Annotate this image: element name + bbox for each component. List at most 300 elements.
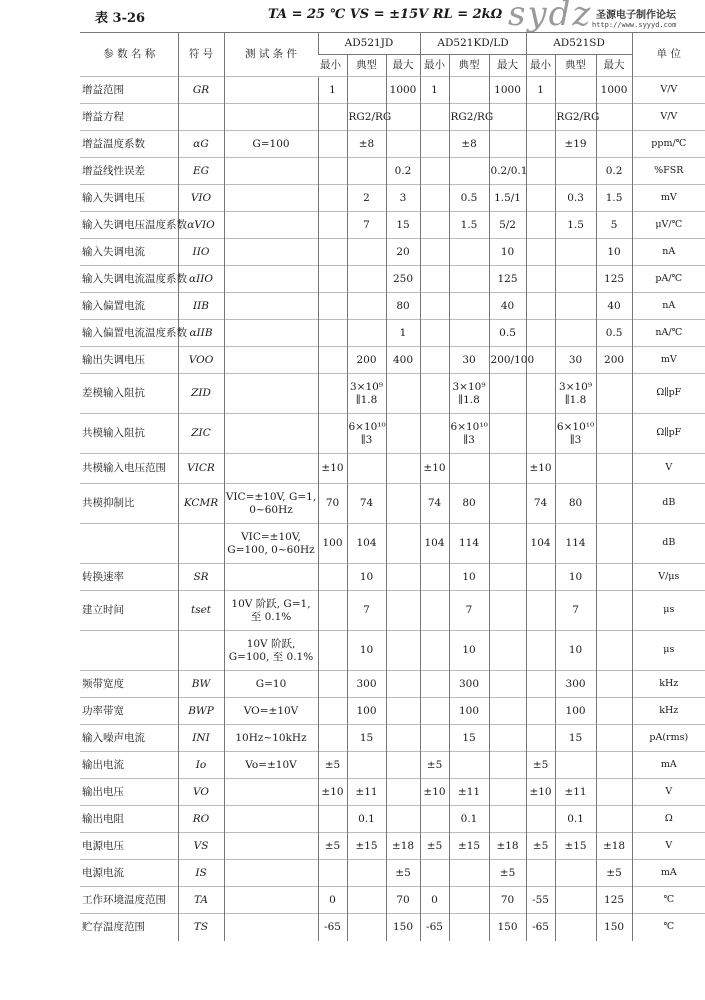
param-symbol: tset <box>178 591 224 631</box>
value-min <box>420 564 449 591</box>
table-row <box>80 77 705 104</box>
value-min <box>526 671 555 698</box>
param-unit: ℃ <box>632 887 705 914</box>
value-typ: ±11 <box>347 779 386 806</box>
value-min: ±10 <box>526 454 555 484</box>
value-max: 5/2 <box>489 212 526 239</box>
value-min <box>526 806 555 833</box>
value-min <box>318 320 347 347</box>
value-min <box>526 266 555 293</box>
test-condition: VIC=±10V, G=1, 0~60Hz <box>224 484 318 524</box>
value-typ: 3×10⁹ ∥1.8 <box>555 374 596 414</box>
value-max <box>596 698 632 725</box>
param-symbol: ZIC <box>178 414 224 454</box>
value-max <box>596 131 632 158</box>
param-unit: kHz <box>632 698 705 725</box>
param-symbol: αIIB <box>178 320 224 347</box>
table-row <box>80 887 705 914</box>
value-typ: 15 <box>449 725 489 752</box>
value-min <box>420 131 449 158</box>
value-min: 1 <box>318 77 347 104</box>
value-typ: 200 <box>347 347 386 374</box>
value-min: 0 <box>318 887 347 914</box>
test-condition <box>224 806 318 833</box>
value-typ: 1.5 <box>555 212 596 239</box>
param-unit: nA <box>632 239 705 266</box>
value-max <box>596 454 632 484</box>
header-min: 最小 <box>526 55 555 77</box>
value-typ <box>449 77 489 104</box>
value-max: ±18 <box>386 833 420 860</box>
value-min <box>318 860 347 887</box>
header-model-1: AD521JD <box>318 33 420 55</box>
param-name: 增益线性误差 <box>80 158 178 185</box>
value-max: 1.5/1 <box>489 185 526 212</box>
value-typ: ±11 <box>449 779 489 806</box>
table-row <box>80 454 705 484</box>
value-max: ±5 <box>489 860 526 887</box>
spec-rows <box>80 77 705 941</box>
value-max: 40 <box>489 293 526 320</box>
value-max <box>489 591 526 631</box>
param-name: 增益范围 <box>80 77 178 104</box>
value-typ: RG2/RG <box>449 104 489 131</box>
value-max: 3 <box>386 185 420 212</box>
value-typ: 10 <box>555 564 596 591</box>
page-header <box>0 0 705 32</box>
param-name: 输入偏置电流 <box>80 293 178 320</box>
watermark-name: 圣源电子制作论坛 <box>596 10 676 21</box>
value-typ: 10 <box>347 564 386 591</box>
value-min: ±5 <box>420 833 449 860</box>
test-condition <box>224 77 318 104</box>
test-condition: 10V 阶跃, G=1, 至 0.1% <box>224 591 318 631</box>
value-min <box>420 104 449 131</box>
param-symbol: KCMR <box>178 484 224 524</box>
value-max <box>489 414 526 454</box>
value-typ <box>449 158 489 185</box>
table-row <box>80 806 705 833</box>
value-typ: ±19 <box>555 131 596 158</box>
param-unit: Ω∥pF <box>632 414 705 454</box>
value-min <box>420 725 449 752</box>
value-typ <box>347 887 386 914</box>
value-typ <box>555 158 596 185</box>
value-min <box>420 239 449 266</box>
table-row <box>80 591 705 631</box>
param-symbol: EG <box>178 158 224 185</box>
value-max <box>386 484 420 524</box>
value-max: ±18 <box>489 833 526 860</box>
value-min <box>420 671 449 698</box>
value-max <box>489 698 526 725</box>
value-max <box>489 374 526 414</box>
param-unit: V/μs <box>632 564 705 591</box>
value-min <box>420 806 449 833</box>
value-typ: ±8 <box>449 131 489 158</box>
test-condition: Vo=±10V <box>224 752 318 779</box>
watermark <box>508 0 705 34</box>
header-typ: 典型 <box>347 55 386 77</box>
value-max <box>489 752 526 779</box>
value-typ: 0.1 <box>347 806 386 833</box>
value-max <box>386 104 420 131</box>
value-min <box>318 698 347 725</box>
value-max: 15 <box>386 212 420 239</box>
value-max <box>386 564 420 591</box>
table-row <box>80 752 705 779</box>
value-max: 400 <box>386 347 420 374</box>
value-max: 1000 <box>596 77 632 104</box>
value-typ <box>449 320 489 347</box>
value-max <box>596 779 632 806</box>
value-min <box>526 104 555 131</box>
param-unit: V <box>632 454 705 484</box>
param-symbol: αG <box>178 131 224 158</box>
value-min: -65 <box>420 914 449 941</box>
value-min <box>526 185 555 212</box>
value-min <box>420 591 449 631</box>
value-typ <box>347 158 386 185</box>
value-min: 1 <box>420 77 449 104</box>
value-max: 150 <box>489 914 526 941</box>
test-condition <box>224 454 318 484</box>
value-max: 1000 <box>489 77 526 104</box>
value-typ: 15 <box>555 725 596 752</box>
value-typ <box>347 293 386 320</box>
param-name: 共模抑制比 <box>80 484 178 524</box>
param-symbol: IIO <box>178 239 224 266</box>
param-name <box>80 631 178 671</box>
value-min <box>420 158 449 185</box>
param-name: 输入偏置电流温度系数 <box>80 320 178 347</box>
header-param: 参 数 名 称 <box>80 33 178 77</box>
value-max: 1.5 <box>596 185 632 212</box>
value-max: 0.2/0.1 <box>489 158 526 185</box>
value-max <box>489 779 526 806</box>
param-name: 输出失调电压 <box>80 347 178 374</box>
value-typ <box>347 320 386 347</box>
param-unit: nA <box>632 293 705 320</box>
table-row <box>80 698 705 725</box>
value-max: 200 <box>596 347 632 374</box>
value-max: 20 <box>386 239 420 266</box>
param-unit: dB <box>632 484 705 524</box>
value-typ: 10 <box>449 631 489 671</box>
value-max <box>489 725 526 752</box>
value-min <box>318 374 347 414</box>
param-symbol: ZID <box>178 374 224 414</box>
table-row <box>80 239 705 266</box>
param-symbol: BWP <box>178 698 224 725</box>
param-name: 输出电阻 <box>80 806 178 833</box>
param-name: 功率带宽 <box>80 698 178 725</box>
value-max <box>386 454 420 484</box>
value-max: 200/100 <box>489 347 526 374</box>
value-typ: 300 <box>347 671 386 698</box>
value-min <box>318 104 347 131</box>
test-condition <box>224 104 318 131</box>
value-typ: ±8 <box>347 131 386 158</box>
param-name: 转换速率 <box>80 564 178 591</box>
test-condition <box>224 185 318 212</box>
value-max <box>386 374 420 414</box>
table-row <box>80 104 705 131</box>
value-typ: 0.5 <box>449 185 489 212</box>
value-max <box>596 591 632 631</box>
test-condition <box>224 212 318 239</box>
value-max <box>489 454 526 484</box>
value-min <box>526 239 555 266</box>
param-name: 差模输入阻抗 <box>80 374 178 414</box>
header-min: 最小 <box>318 55 347 77</box>
value-typ <box>555 266 596 293</box>
value-typ <box>555 320 596 347</box>
value-max <box>386 698 420 725</box>
param-symbol: VOO <box>178 347 224 374</box>
table-number: 表 3-26 <box>95 11 146 26</box>
value-max <box>386 725 420 752</box>
param-symbol: VIO <box>178 185 224 212</box>
value-min <box>526 320 555 347</box>
value-max <box>386 671 420 698</box>
value-typ: 100 <box>555 698 596 725</box>
value-min: ±5 <box>318 752 347 779</box>
value-typ: 80 <box>555 484 596 524</box>
value-min: 104 <box>526 524 555 564</box>
table-row <box>80 185 705 212</box>
value-typ: 30 <box>555 347 596 374</box>
value-typ <box>449 914 489 941</box>
param-unit: μs <box>632 591 705 631</box>
value-min: 1 <box>526 77 555 104</box>
value-typ <box>555 914 596 941</box>
header-unit: 单 位 <box>632 33 705 77</box>
param-name: 输出电压 <box>80 779 178 806</box>
param-symbol: IS <box>178 860 224 887</box>
value-typ <box>449 266 489 293</box>
value-min <box>318 806 347 833</box>
value-max: ±5 <box>596 860 632 887</box>
param-name: 电源电流 <box>80 860 178 887</box>
param-name <box>80 524 178 564</box>
param-symbol: VICR <box>178 454 224 484</box>
value-typ <box>347 454 386 484</box>
value-typ: ±15 <box>555 833 596 860</box>
value-max <box>386 131 420 158</box>
watermark-url[interactable]: http://www.syyyd.com <box>592 21 677 29</box>
value-min <box>420 631 449 671</box>
value-min <box>526 860 555 887</box>
value-typ: RG2/RG <box>347 104 386 131</box>
value-max: 1000 <box>386 77 420 104</box>
value-max <box>489 631 526 671</box>
value-typ: 300 <box>449 671 489 698</box>
test-condition <box>224 914 318 941</box>
value-typ: 10 <box>449 564 489 591</box>
value-max <box>596 752 632 779</box>
test-condition <box>224 347 318 374</box>
table-row <box>80 266 705 293</box>
table-row <box>80 293 705 320</box>
value-max: 10 <box>489 239 526 266</box>
value-typ: ±15 <box>449 833 489 860</box>
value-min <box>318 131 347 158</box>
test-condition <box>224 374 318 414</box>
param-name: 频带宽度 <box>80 671 178 698</box>
test-condition: 10Hz~10kHz <box>224 725 318 752</box>
header-test: 测 试 条 件 <box>224 33 318 77</box>
test-condition <box>224 239 318 266</box>
value-min <box>318 266 347 293</box>
param-symbol <box>178 524 224 564</box>
value-max: 5 <box>596 212 632 239</box>
param-symbol: IIB <box>178 293 224 320</box>
value-typ <box>555 239 596 266</box>
value-typ: 114 <box>555 524 596 564</box>
table-row <box>80 833 705 860</box>
table-row <box>80 725 705 752</box>
table-row <box>80 131 705 158</box>
value-max: 1 <box>386 320 420 347</box>
value-max <box>386 752 420 779</box>
header-model-3: AD521SD <box>526 33 632 55</box>
value-max: 125 <box>596 887 632 914</box>
value-typ: 3×10⁹ ∥1.8 <box>347 374 386 414</box>
value-typ: 10 <box>347 631 386 671</box>
value-typ: 80 <box>449 484 489 524</box>
value-max <box>596 524 632 564</box>
value-typ: 104 <box>347 524 386 564</box>
value-typ <box>347 266 386 293</box>
value-typ: 3×10⁹ ∥1.8 <box>449 374 489 414</box>
value-min <box>318 239 347 266</box>
value-max: 40 <box>596 293 632 320</box>
test-condition: 10V 阶跃, G=100, 至 0.1% <box>224 631 318 671</box>
value-typ <box>449 860 489 887</box>
header-max: 最大 <box>386 55 420 77</box>
param-unit: mA <box>632 860 705 887</box>
value-typ: 7 <box>347 212 386 239</box>
value-max: 70 <box>386 887 420 914</box>
value-typ: 6×10¹⁰ ∥3 <box>347 414 386 454</box>
value-max: 70 <box>489 887 526 914</box>
value-min: -55 <box>526 887 555 914</box>
value-max <box>489 524 526 564</box>
param-name: 建立时间 <box>80 591 178 631</box>
value-typ <box>555 860 596 887</box>
value-min <box>526 414 555 454</box>
param-unit: nA/℃ <box>632 320 705 347</box>
value-typ: ±15 <box>347 833 386 860</box>
param-unit: kHz <box>632 671 705 698</box>
value-typ: ±11 <box>555 779 596 806</box>
value-typ: 0.1 <box>555 806 596 833</box>
param-unit: pA/℃ <box>632 266 705 293</box>
value-min <box>318 212 347 239</box>
param-symbol <box>178 631 224 671</box>
value-min <box>526 293 555 320</box>
value-typ <box>449 454 489 484</box>
value-max: 80 <box>386 293 420 320</box>
param-unit: V <box>632 833 705 860</box>
value-min <box>318 293 347 320</box>
param-name: 输入噪声电流 <box>80 725 178 752</box>
value-max <box>596 564 632 591</box>
value-max <box>596 414 632 454</box>
test-condition: G=10 <box>224 671 318 698</box>
value-min <box>318 564 347 591</box>
value-min: ±10 <box>420 454 449 484</box>
value-min <box>420 320 449 347</box>
param-name: 输入失调电压 <box>80 185 178 212</box>
param-name: 增益方程 <box>80 104 178 131</box>
value-typ: 7 <box>555 591 596 631</box>
value-max <box>386 806 420 833</box>
value-min <box>420 347 449 374</box>
value-max <box>489 564 526 591</box>
param-unit: Ω∥pF <box>632 374 705 414</box>
value-typ: 30 <box>449 347 489 374</box>
test-condition <box>224 564 318 591</box>
value-typ <box>347 77 386 104</box>
test-condition: G=100 <box>224 131 318 158</box>
param-name: 贮存温度范围 <box>80 914 178 941</box>
value-min: 104 <box>420 524 449 564</box>
value-min <box>526 131 555 158</box>
param-name: 增益温度系数 <box>80 131 178 158</box>
param-symbol: TS <box>178 914 224 941</box>
value-min <box>420 185 449 212</box>
value-min: ±10 <box>526 779 555 806</box>
value-min <box>526 158 555 185</box>
value-min <box>420 698 449 725</box>
value-max <box>596 725 632 752</box>
value-max: 125 <box>489 266 526 293</box>
value-min: 100 <box>318 524 347 564</box>
table-row <box>80 347 705 374</box>
param-symbol: SR <box>178 564 224 591</box>
param-name: 输入失调电流 <box>80 239 178 266</box>
test-condition <box>224 833 318 860</box>
value-typ: 7 <box>449 591 489 631</box>
param-symbol <box>178 104 224 131</box>
value-typ <box>555 77 596 104</box>
value-min: ±10 <box>318 454 347 484</box>
value-min <box>318 185 347 212</box>
value-max <box>596 484 632 524</box>
value-typ: 10 <box>555 631 596 671</box>
param-unit: dB <box>632 524 705 564</box>
value-typ <box>347 914 386 941</box>
value-min <box>420 414 449 454</box>
value-min: ±5 <box>420 752 449 779</box>
test-condition <box>224 414 318 454</box>
value-min <box>526 631 555 671</box>
value-min: ±10 <box>318 779 347 806</box>
param-unit: μs <box>632 631 705 671</box>
value-min <box>526 725 555 752</box>
value-max <box>489 484 526 524</box>
param-name: 输入失调电压温度系数 <box>80 212 178 239</box>
value-max: ±18 <box>596 833 632 860</box>
table-row <box>80 564 705 591</box>
value-max <box>386 524 420 564</box>
test-condition <box>224 266 318 293</box>
test-condition: VIC=±10V, G=100, 0~60Hz <box>224 524 318 564</box>
value-min <box>318 725 347 752</box>
value-min <box>420 293 449 320</box>
